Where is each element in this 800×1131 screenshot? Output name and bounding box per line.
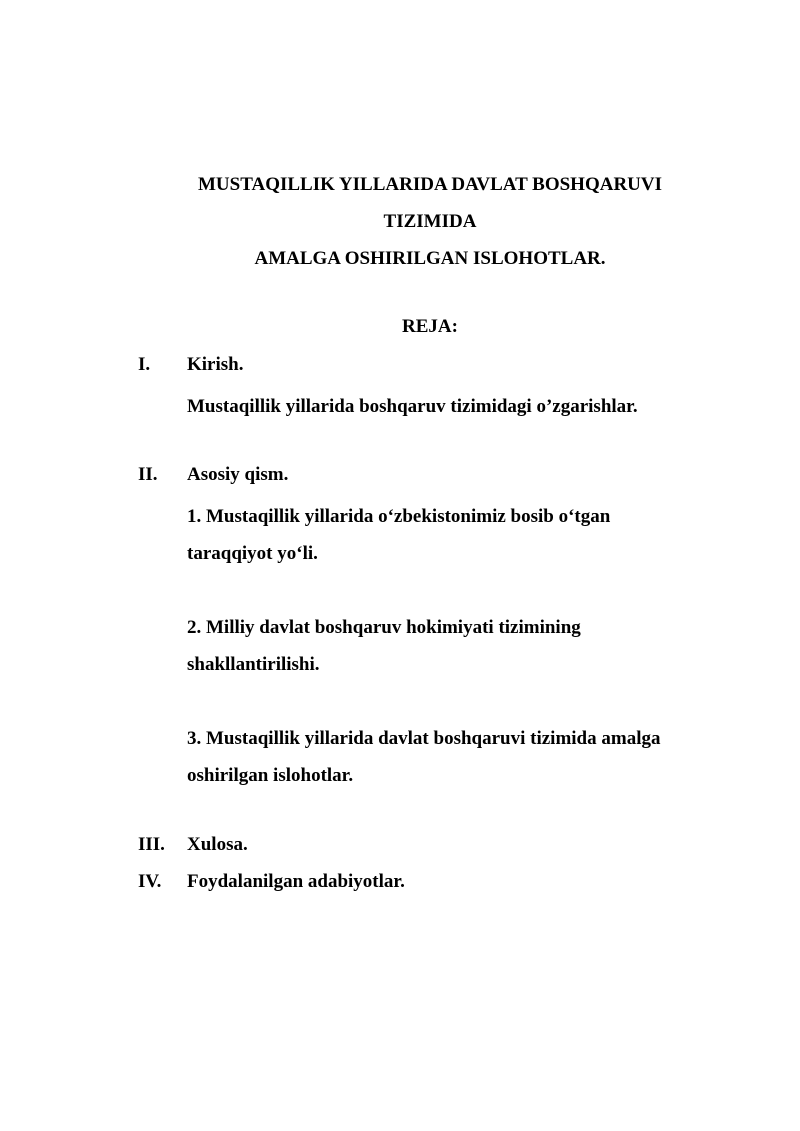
title-line-1: MUSTAQILLIK YILLARIDA DAVLAT BOSHQARUVI <box>197 174 662 195</box>
section-line: Mustaqillik yillarida boshqaruv tizimidagi o’zgarishlar. <box>187 396 638 417</box>
subitem-line: shakllantirilishi. <box>187 654 320 675</box>
title-line-2: TIZIMIDA <box>383 211 477 232</box>
section-body <box>187 462 747 786</box>
section-numeral: III. <box>138 834 165 855</box>
section-numeral: I. <box>138 354 151 375</box>
subitem-line: 2. Milliy davlat boshqaruv hokimiyati tizimining <box>187 617 581 638</box>
section-heading: Xulosa. <box>187 834 248 855</box>
section-body <box>187 832 747 858</box>
section-body <box>187 869 747 895</box>
document-title <box>0 166 800 277</box>
section-numeral: IV. <box>138 871 162 892</box>
plan-heading: REJA: <box>402 316 458 337</box>
section-heading: Kirish. <box>187 354 244 375</box>
title-line-3: AMALGA OSHIRILGAN ISLOHOTLAR. <box>254 248 606 269</box>
plan-subitem-1 <box>187 498 610 572</box>
section-heading: Foydalanilgan adabiyotlar. <box>187 871 405 892</box>
subitem-line: oshirilgan islohotlar. <box>187 765 354 786</box>
subitem-line: 1. Mustaqillik yillarida o‘zbekistonimiz bosib o‘tgan <box>187 506 611 527</box>
plan-subitem-2 <box>187 609 581 683</box>
section-heading: Asosiy qism. <box>187 464 289 485</box>
subitem-line: taraqqiyot yo‘li. <box>187 543 318 564</box>
section-body <box>187 352 747 417</box>
plan-subitem-3 <box>187 720 660 794</box>
section-numeral: II. <box>138 464 158 485</box>
subitem-line: 3. Mustaqillik yillarida davlat boshqaruvi tizimida amalga <box>187 728 661 749</box>
